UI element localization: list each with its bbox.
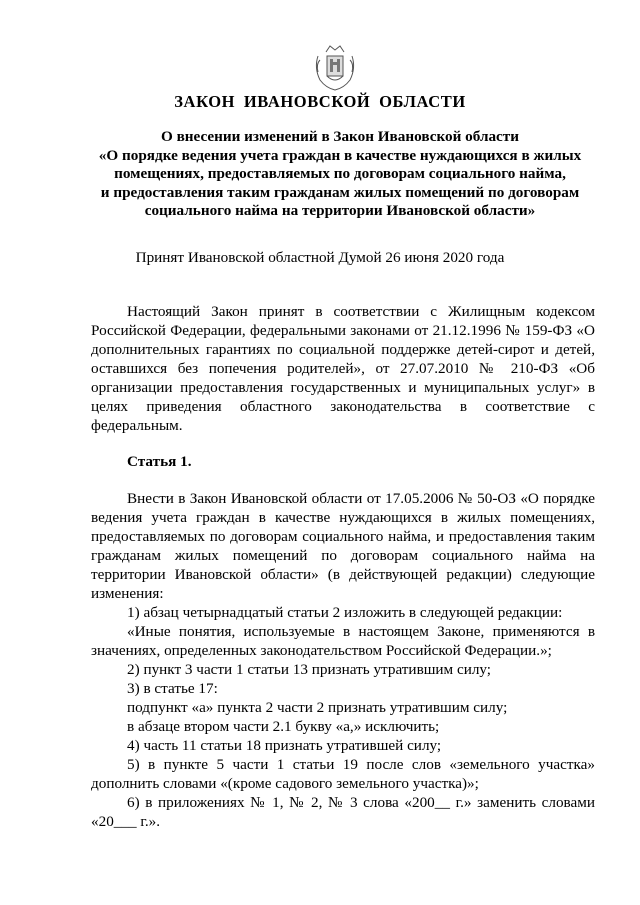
- article-paragraph: 5) в пункте 5 части 1 статьи 19 после слов «земельного участка» дополнить словами «(кроме садового земельного участка)»;: [91, 756, 595, 792]
- article-paragraph: 6) в приложениях № 1, № 2, № 3 слова «200__ г.» заменить словами «20___ г.».: [91, 794, 595, 830]
- subtitle-line: социального найма на территории Ивановской области»: [144, 202, 536, 219]
- subtitle-line: О внесении изменений в Закон Ивановской области: [160, 128, 520, 145]
- adoption-note: Принят Ивановской областной Думой 26 июня 2020 года: [135, 249, 505, 266]
- article-paragraph: в абзаце втором части 2.1 букву «а,» исключить;: [127, 718, 440, 735]
- subtitle-line: «О порядке ведения учета граждан в качестве нуждающихся в жилых: [98, 146, 582, 164]
- article-paragraph: подпункт «а» пункта 2 части 2 признать утратившим силу;: [127, 699, 508, 716]
- law-subtitle: [90, 128, 590, 221]
- article-paragraph: 1) абзац четырнадцатый статьи 2 изложить в следующей редакции:: [127, 604, 563, 621]
- subtitle-line: и предоставления таким гражданам жилых помещений по договорам: [100, 183, 580, 201]
- article-heading: Статья 1.: [127, 453, 192, 470]
- article-paragraph: 4) часть 11 статьи 18 признать утратившей силу;: [127, 737, 442, 754]
- preamble-paragraph: Настоящий Закон принят в соответствии с Жилищным кодексом Российской Федерации, федеральными законами от 21.12.1996 № 159-ФЗ «О дополнительных гарантиях по социальной поддержке детей-сирот и детей, оставшихся без попечения родителей», от 27.07.2010 № 210-ФЗ «Об организации предоставления государственных и муниципальных услуг» в целях приведения областного законодательства в соответствие с федеральным.: [91, 303, 595, 434]
- coat-of-arms-emblem: [312, 42, 358, 92]
- subtitle-line: помещениях, предоставляемых по договорам социального найма,: [114, 165, 566, 182]
- law-title: ЗАКОН ИВАНОВСКОЙ ОБЛАСТИ: [174, 92, 466, 111]
- article-paragraph: «Иные понятия, используемые в настоящем Законе, применяются в значениях, определенных законодательством Российской Федерации.»;: [91, 623, 595, 659]
- article-paragraph: 2) пункт 3 части 1 статьи 13 признать утратившим силу;: [127, 661, 492, 678]
- article-paragraph: Внести в Закон Ивановской области от 17.05.2006 № 50-ОЗ «О порядке ведения учета граждан в качестве нуждающихся в жилых помещениях, предоставляемых по договорам социального найма, и предоставления таким гражданам жилых помещений по договорам социального найма на территории Ивановской области» (в действующей редакции) следующие изменения:: [91, 490, 595, 602]
- article-paragraph: 3) в статье 17:: [127, 680, 218, 697]
- document-body: [91, 302, 595, 831]
